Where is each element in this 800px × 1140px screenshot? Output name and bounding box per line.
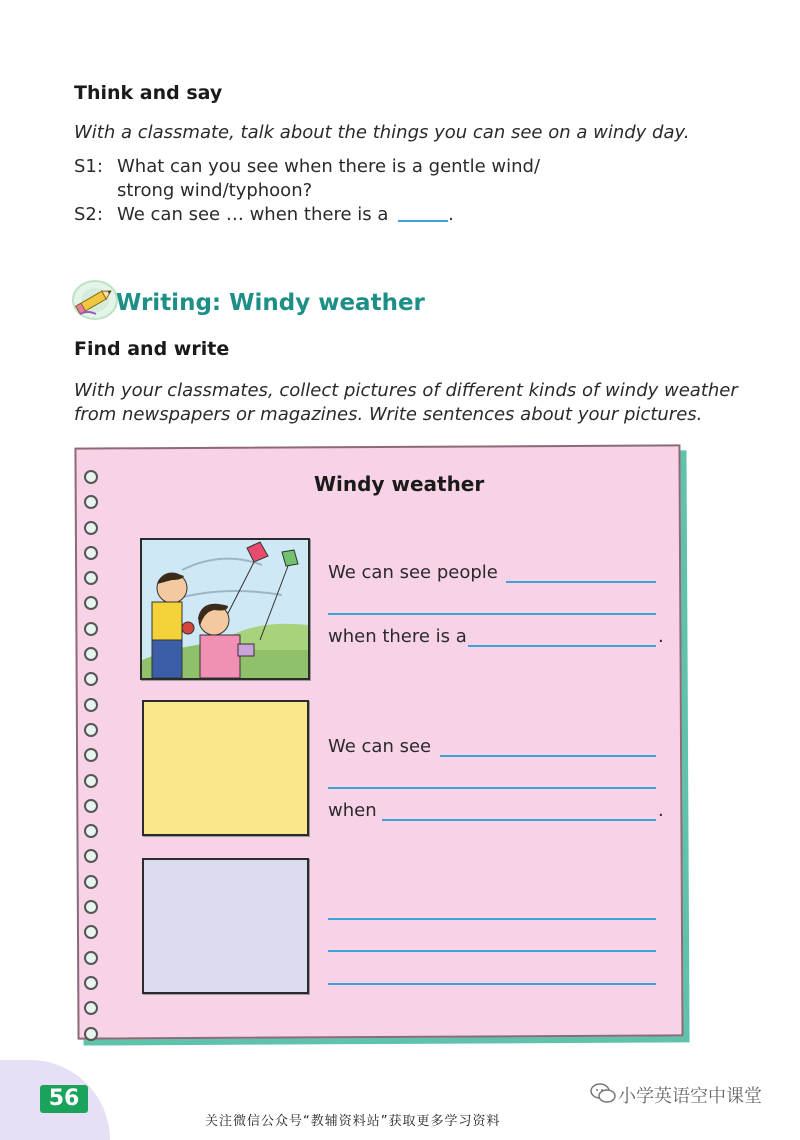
block1-line3-blank[interactable] <box>468 645 656 647</box>
s2-blank[interactable] <box>398 204 448 222</box>
section-title: Writing: Windy weather <box>116 290 425 316</box>
ring-icon <box>84 900 98 914</box>
block2-end-period: . <box>658 800 664 821</box>
ring-icon <box>84 495 98 509</box>
ring-icon <box>84 748 98 762</box>
s2-sentence <box>117 204 454 225</box>
think-instruction: With a classmate, talk about the things you can see on a windy day. <box>74 122 690 143</box>
notebook-rings <box>84 470 100 1052</box>
ring-icon <box>84 647 98 661</box>
find-instruction-line1: With your classmates, collect pictures of different kinds of windy weather <box>74 380 738 401</box>
ring-icon <box>84 546 98 560</box>
block2-line1-blank[interactable] <box>440 755 656 757</box>
s1-line2: strong wind/typhoon? <box>117 180 313 201</box>
block3-line3-blank[interactable] <box>328 983 656 985</box>
card-title: Windy weather <box>314 472 485 496</box>
ring-icon <box>84 875 98 889</box>
ring-icon <box>84 723 98 737</box>
page-number: 56 <box>40 1085 88 1113</box>
block1-line1-text: We can see people <box>328 562 498 583</box>
ring-icon <box>84 596 98 610</box>
ring-icon <box>84 774 98 788</box>
kite-flying-picture <box>140 538 310 680</box>
s2-label: S2: <box>74 204 103 225</box>
pencil-icon <box>68 278 118 322</box>
ring-icon <box>84 571 98 585</box>
ring-icon <box>84 951 98 965</box>
block1-line1-blank[interactable] <box>506 581 656 583</box>
empty-picture-frame-yellow[interactable] <box>142 700 309 836</box>
ring-icon <box>84 925 98 939</box>
s2-text: We can see … when there is a <box>117 204 389 225</box>
s1-line1: What can you see when there is a gentle wind/ <box>117 156 541 177</box>
ring-icon <box>84 1001 98 1015</box>
block3-line1-blank[interactable] <box>328 918 656 920</box>
empty-picture-frame-lavender[interactable] <box>142 858 309 994</box>
block2-line3-blank[interactable] <box>382 819 656 821</box>
block1-line3-text: when there is a <box>328 626 467 647</box>
think-and-say-heading: Think and say <box>74 82 223 104</box>
block2-line2-blank[interactable] <box>328 787 656 789</box>
block3-line2-blank[interactable] <box>328 950 656 952</box>
ring-icon <box>84 521 98 535</box>
ring-icon <box>84 849 98 863</box>
ring-icon <box>84 698 98 712</box>
ring-icon <box>84 799 98 813</box>
s1-label: S1: <box>74 156 103 177</box>
footer-text: 关注微信公众号“教辅资料站”获取更多学习资料 <box>205 1114 501 1129</box>
ring-icon <box>84 622 98 636</box>
block1-end-period: . <box>658 626 664 647</box>
block2-line3-text: when <box>328 800 377 821</box>
wechat-icon <box>590 1082 616 1104</box>
find-and-write-heading: Find and write <box>74 338 230 360</box>
watermark-text: 小学英语空中课堂 <box>618 1086 762 1107</box>
ring-icon <box>84 1027 98 1041</box>
ring-icon <box>84 672 98 686</box>
find-instruction-line2: from newspapers or magazines. Write sentences about your pictures. <box>74 404 703 425</box>
block2-line1-text: We can see <box>328 736 432 757</box>
block1-line2-blank[interactable] <box>328 613 656 615</box>
ring-icon <box>84 976 98 990</box>
ring-icon <box>84 470 98 484</box>
ring-icon <box>84 824 98 838</box>
s2-end: . <box>448 204 454 225</box>
